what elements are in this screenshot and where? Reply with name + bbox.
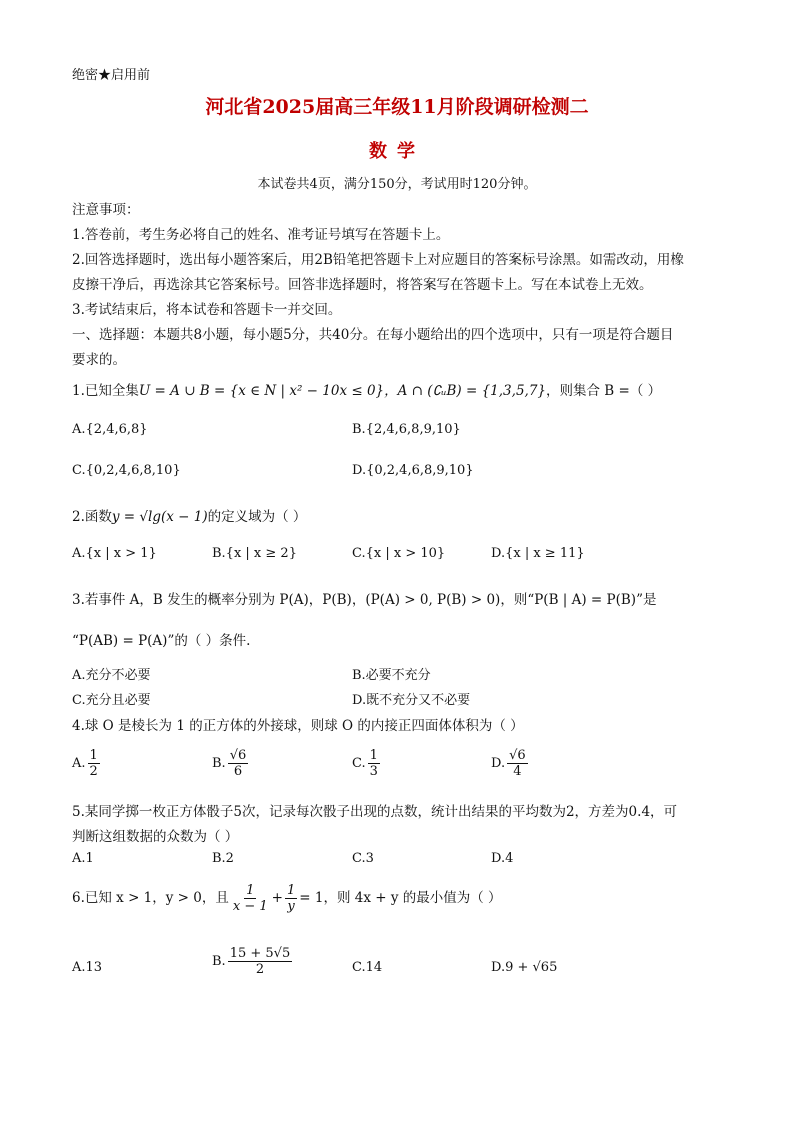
q4-a-fraction: $\frac{1}{2}$ [89,748,98,779]
question-3-stem-1: 3.若事件 A，B 发生的概率分别为 P(A)，P(B)，(P(A) > 0, P(B) > 0)，则“P(B | A) = P(B)”是 [72,592,657,608]
q2-option-a[interactable]: A.{x | x > 1} [72,546,157,561]
q2-option-b[interactable]: B.{x | x ≥ 2} [212,546,297,561]
q4-b-fraction: $\frac{√6}{6}$ [229,748,247,779]
q4-option-b[interactable]: B. $\frac{√6}{6}$ [212,748,247,779]
q1-math: U = A ∪ B = {x ∈ N | x² − 10x ≤ 0}，A ∩ (∁ᵤB) = {1,3,5,7} [138,383,546,399]
question-2-stem: 2.函数y = √lg(x − 1)的定义域为（ ） [72,509,307,525]
q1-option-c[interactable]: C.{0,2,4,6,8,10} [72,463,181,478]
q6-fraction-2: $\frac{1}{y}$ [286,883,296,914]
question-1-stem: 1.已知全集U = A ∪ B = {x ∈ N | x² − 10x ≤ 0}，A ∩ (∁ᵤB) = {1,3,5,7}，则集合 B =（ ） [72,383,662,399]
q4-option-c[interactable]: C. $\frac{1}{3}$ [352,748,378,779]
q4-option-a[interactable]: A. $\frac{1}{2}$ [72,748,98,779]
question-3-stem-2: “P(AB) = P(A)”的（ ）条件. [72,633,251,649]
q6-option-a[interactable]: A.13 [72,960,103,975]
question-5-stem-2: 判断这组数据的众数为（ ） [72,829,239,845]
subject-title: 数学 [369,141,425,162]
note-2b: 皮擦干净后，再选涂其它答案标号。回答非选择题时，将答案写在答题卡上。写在本试卷上无效。 [72,277,653,293]
q5-option-d[interactable]: D.4 [491,851,514,866]
q3-option-a[interactable]: A.充分不必要 [72,668,151,683]
q4-d-fraction: $\frac{√6}{4}$ [509,748,526,779]
q4-option-d[interactable]: D. $\frac{√6}{4}$ [491,748,526,779]
q5-option-a[interactable]: A.1 [72,851,94,866]
q6-b-fraction: $\frac{15 + 5√5}{2}$ [229,946,291,977]
q3-option-b[interactable]: B.必要不充分 [352,668,431,683]
q1-option-b[interactable]: B.{2,4,6,8,9,10} [352,422,461,437]
q1-option-d[interactable]: D.{0,2,4,6,8,9,10} [352,463,474,478]
question-4-stem: 4.球 O 是棱长为 1 的正方体的外接球，则球 O 的内接正四面体体积为（ ） [72,718,524,734]
question-6-stem: 6.已知 x > 1，y > 0，且 $\frac{1}{x - 1}$ + $\frac{1}{y}$ = 1，则 4x + y 的最小值为（ ） [72,883,502,914]
q5-option-b[interactable]: B.2 [212,851,234,866]
exam-info: 本试卷共4页，满分150分，考试用时120分钟。 [257,177,537,192]
q6-option-c[interactable]: C.14 [352,960,383,975]
q6-option-d[interactable]: D.9 + √65 [491,960,558,975]
q1-option-a[interactable]: A.{2,4,6,8} [72,422,148,437]
q5-option-c[interactable]: C.3 [352,851,374,866]
q3-option-d[interactable]: D.既不充分又不必要 [352,693,471,708]
section-heading-cont: 要求的。 [72,352,126,368]
q2-math: y = √lg(x − 1) [111,509,208,525]
exam-title: 河北省2025届高三年级11月阶段调研检测二 [205,96,589,118]
secret-label: 绝密★启用前 [72,68,151,83]
note-2a: 2.回答选择题时，选出每小题答案后，用2B铅笔把答题卡上对应题目的答案标号涂黑。如需改动，用橡 [72,252,684,268]
q6-option-b[interactable]: B. $\frac{15 + 5√5}{2}$ [212,946,291,977]
q2-option-d[interactable]: D.{x | x ≥ 11} [491,546,585,561]
notes-heading: 注意事项： [72,202,140,218]
q2-option-c[interactable]: C.{x | x > 10} [352,546,446,561]
note-1: 1.答卷前，考生务必将自己的姓名、准考证号填写在答题卡上。 [72,227,450,243]
question-5-stem-1: 5.某同学掷一枚正方体骰子5次，记录每次骰子出现的点数，统计出结果的平均数为2，方差为0.4，可 [72,804,678,820]
q4-c-fraction: $\frac{1}{3}$ [369,748,378,779]
section-heading: 一、选择题：本题共8小题，每小题5分，共40分。在每小题给出的四个选项中，只有一项是符合题目 [72,327,674,343]
q6-fraction-1: $\frac{1}{x - 1}$ [232,883,268,914]
q3-option-c[interactable]: C.充分且必要 [72,693,151,708]
note-3: 3.考试结束后，将本试卷和答题卡一并交回。 [72,302,342,318]
